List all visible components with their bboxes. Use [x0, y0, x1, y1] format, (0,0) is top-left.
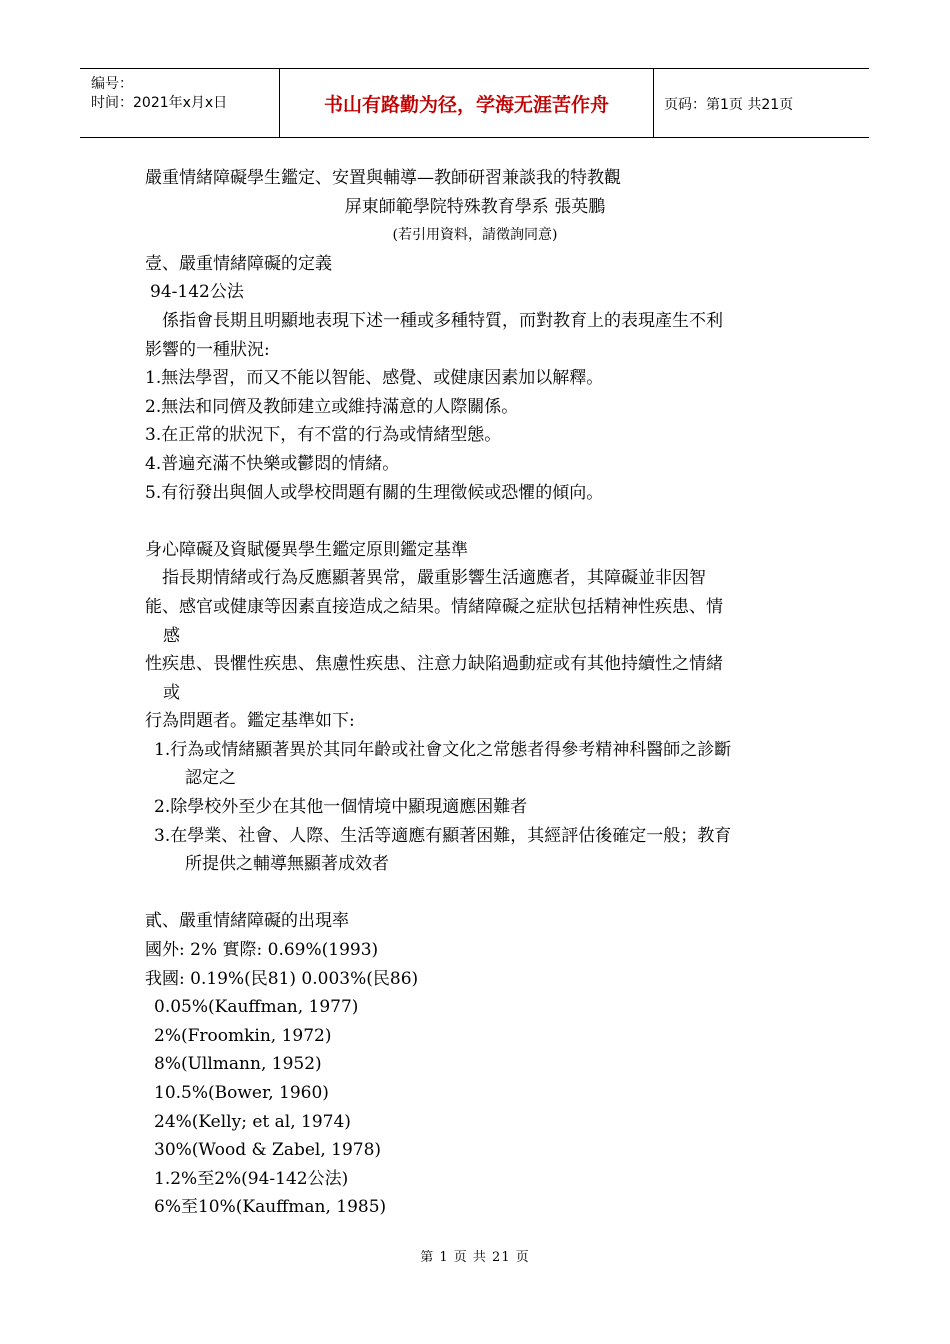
spacer [145, 879, 805, 908]
section2-heading: 貳、嚴重情緒障礙的出現率 [145, 911, 349, 932]
list-item: 3.在正常的狀況下，有不當的行為或情緒型態。 [145, 425, 502, 446]
definition-line: 影響的一種狀況: [145, 339, 270, 360]
rate-item: 8%(Ullmann, 1952) [154, 1054, 322, 1075]
criteria-paragraph-line: 指長期情緒或行為反應顯著異常，嚴重影響生活適應者，其障礙並非因智 [162, 568, 706, 589]
list-item: 1.無法學習，而又不能以智能、感覺、或健康因素加以解釋。 [145, 368, 604, 389]
criteria-paragraph-line: 感 [163, 625, 180, 646]
domestic-rate: 我國: 0.19%(民81) 0.003%(民86) [145, 968, 419, 989]
criteria-item-continued: 所提供之輔導無顯著成效者 [185, 854, 389, 875]
law-reference: 94-142公法 [150, 282, 244, 303]
list-item: 5.有衍發出與個人或學校問題有關的生理徵候或恐懼的傾向。 [145, 482, 604, 503]
criteria-item: 2.除學校外至少在其他一個情境中顯現適應困難者 [154, 797, 528, 818]
header-page-info: 页码：第1页 共21页 [664, 97, 794, 113]
rate-item: 24%(Kelly; et al, 1974) [154, 1111, 351, 1132]
list-item: 4.普遍充滿不快樂或鬱悶的情緒。 [145, 453, 400, 474]
criteria-paragraph-line: 性疾患、畏懼性疾患、焦慮性疾患、注意力缺陷過動症或有其他持續性之情緒 [145, 654, 723, 675]
rate-item: 30%(Wood & Zabel, 1978) [154, 1140, 382, 1161]
document-body [145, 164, 805, 1222]
list-item: 2.無法和同儕及教師建立或維持滿意的人際關係。 [145, 396, 519, 417]
criteria-heading: 身心障礙及資賦優異學生鑑定原則鑑定基準 [145, 539, 468, 560]
foreign-rate: 國外: 2% 實際: 0.69%(1993) [145, 940, 379, 961]
header-info-cell [80, 69, 280, 137]
section1-heading: 壹、嚴重情緒障礙的定義 [145, 253, 332, 274]
document-title: 嚴重情緒障礙學生鑑定、安置與輔導—教師研習兼談我的特教觀 [145, 168, 621, 188]
criteria-item-continued: 認定之 [185, 768, 236, 789]
rate-item: 10.5%(Bower, 1960) [154, 1083, 329, 1103]
definition-line: 係指會長期且明顯地表現下述一種或多種特質，而對教育上的表現產生不利 [162, 310, 723, 331]
page-footer: 第 1 页 共 21 页 [420, 1250, 530, 1265]
header-motto-cell [280, 69, 654, 137]
rate-item: 2%(Froomkin, 1972) [154, 1025, 332, 1046]
header-motto: 书山有路勤为径，学海无涯苦作舟 [323, 94, 609, 116]
header-date: 时间：2021年x月x日 [91, 95, 228, 111]
criteria-paragraph-line: 能、感官或健康等因素直接造成之結果。情緒障礙之症狀包括精神性疾患、情 [145, 596, 723, 617]
citation-note: (若引用資料，請徵詢同意) [392, 227, 558, 244]
header-page-cell [654, 69, 869, 137]
rate-item: 0.05%(Kauffman, 1977) [154, 997, 359, 1018]
serial-number: 编号： [91, 76, 133, 92]
criteria-paragraph-line: 行為問題者。鑑定基準如下: [145, 711, 355, 732]
rate-item: 6%至10%(Kauffman, 1985) [154, 1197, 387, 1218]
criteria-item: 3.在學業、社會、人際、生活等適應有顯著困難，其經評估後確定一般；教育 [154, 825, 732, 846]
criteria-item: 1.行為或情緒顯著異於其同年齡或社會文化之常態者得參考精神科醫師之診斷 [154, 739, 732, 760]
page-header [80, 68, 869, 138]
author-line: 屏東師範學院特殊教育學系 張英鵬 [344, 196, 606, 217]
rate-item: 1.2%至2%(94-142公法) [154, 1168, 349, 1189]
spacer [145, 507, 805, 536]
criteria-paragraph-line: 或 [163, 682, 180, 703]
